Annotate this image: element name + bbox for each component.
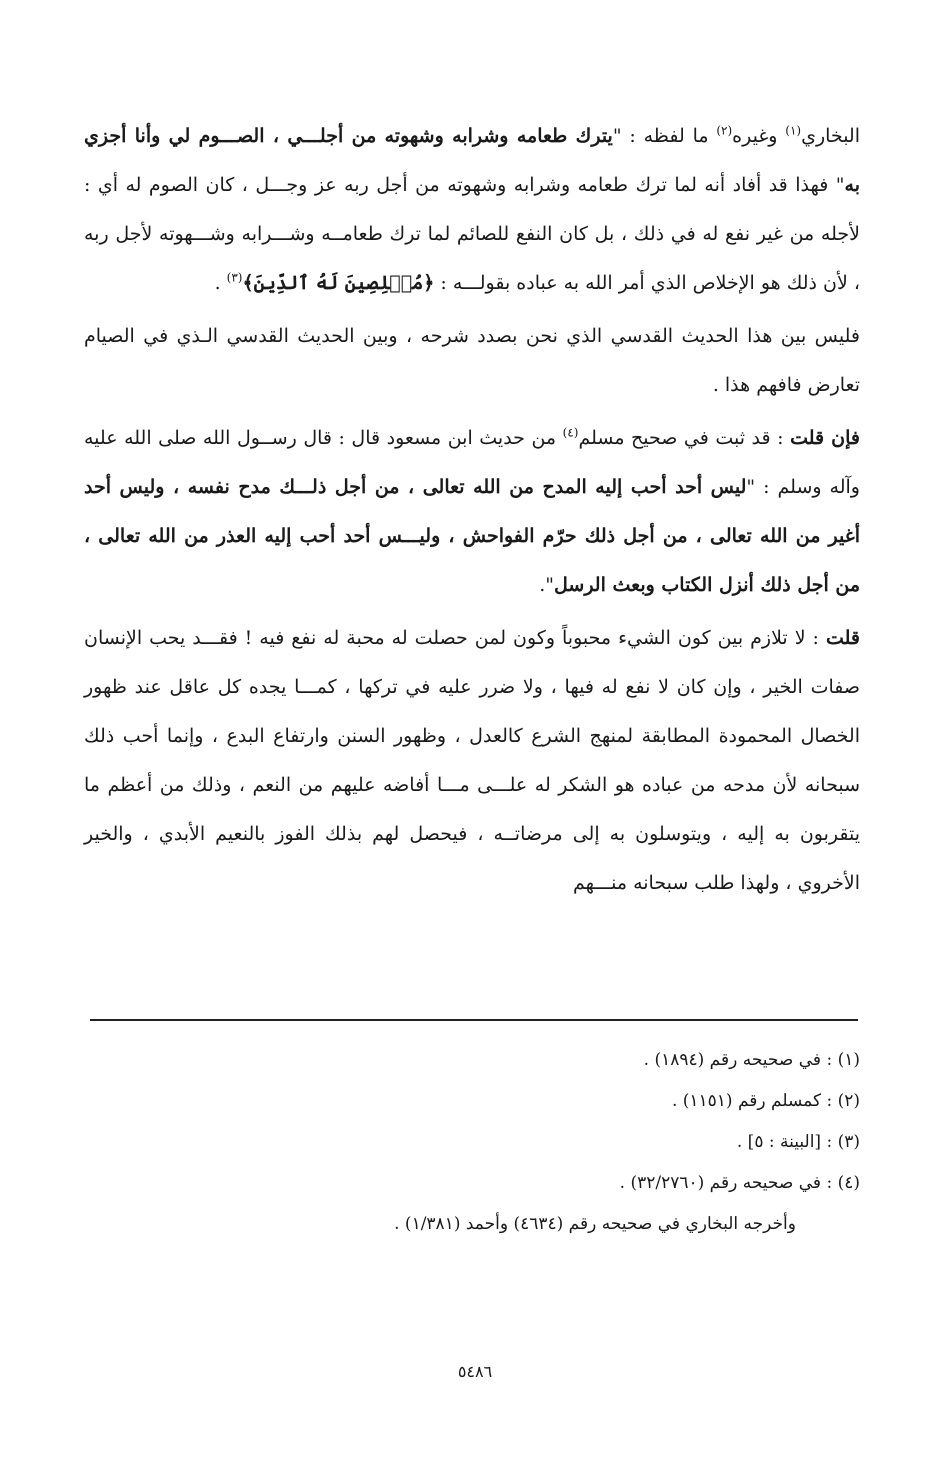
footnote-ref-4: (٤) xyxy=(562,425,579,440)
footnote-ref-2: (٢) xyxy=(716,123,733,138)
main-text xyxy=(84,112,860,908)
lead-phrase: فإن قلت xyxy=(790,427,861,449)
footnote-separator xyxy=(90,1019,858,1021)
quran-verse: ﴿مُخۡلِصِينَ لَهُ ٱلدِّينَ﴾ xyxy=(242,272,435,294)
text-run: : قد ثبت في صحيح مسلم xyxy=(578,427,791,449)
hadith-quote: ليس أحد أحب إليه المدح من الله تعالى ، من أجل ذلـــك مدح نفسه ، وليس أحد أغير من الله تعالى ، من أجل ذلك حرّم الفواحش ، وليـــس أحد أحب إليه العذر من الله تعالى ، من أجل ذلك أنزل الكتاب وبعث الرسل xyxy=(84,476,860,596)
text-run: ما لفظه : " xyxy=(612,125,717,147)
footnote-1: (١) : في صحيحه رقم (١٨٩٤) . xyxy=(643,1050,860,1070)
hadith-quote: يترك طعامه وشرابه وشهوته من أجلـــي ، الصـــوم لي وأنا أجزي به xyxy=(84,125,860,196)
footnotes xyxy=(84,1040,860,1245)
lead-phrase: قلت xyxy=(825,627,860,649)
footnote-ref-3: (٣) xyxy=(226,270,243,285)
page-number: ٥٤٨٦ xyxy=(457,1362,493,1381)
paragraph-4 xyxy=(84,614,860,908)
paragraph-1 xyxy=(84,112,860,308)
text-run: وغيره xyxy=(732,125,786,147)
footnote-4: (٤) : في صحيحه رقم (٣٢/٢٧٦٠) . xyxy=(619,1173,860,1193)
text-run: من حديث ابن مسعود قال : قال رســول الله صلى الله عليه وآله وسلم : " xyxy=(84,427,860,498)
text-run: ". xyxy=(539,574,555,596)
footnote-2: (٢) : كمسلم رقم (١١٥١) . xyxy=(671,1091,860,1111)
footnote-ref-1: (١) xyxy=(785,123,802,138)
text-run: : لا تلازم بين كون الشيء محبوباً وكون لمن حصلت له محبة له نفع فيه ! فقـــد يحب الإنسان صفات الخير ، وإن كان لا نفع له فيها ، ولا ضرر عليه في تركها ، كمـــا يجده كل عاقل عند ظهور الخصال المحمودة المطابقة لمنهج الشرع كالعدل ، وظهور السنن وارتفاع البدع ، وإنما أحب ذلك سبحانه لأن مدحه من عباده هو الشكر له علـــى مـــا أفاضه عليهم من النعم ، وذلك من أعظم ما يتقربون به إليه ، ويتوسلون به إلى مرضاتــه ، فيحصل لهم بذلك الفوز بالنعيم الأبدي ، والخير الأخروي ، ولهذا طلب سبحانه منـــهم xyxy=(84,627,860,894)
footnote-3: (٣) : [البينة : ٥] . xyxy=(736,1132,860,1152)
paragraph-2: فليس بين هذا الحديث القدسي الذي نحن بصدد شرحه ، وبين الحديث القدسي الـذي في الصيام تعارض فافهم هذا . xyxy=(84,325,860,396)
text-run: " فهذا قد أفاد أنه لما ترك طعامه وشرابه وشهوته من أجل ربه عز وجـــل ، كان الصوم له أي : لأجله من غير نفع له في ذلك ، بل كان النفع للصائم لما ترك طعامــه وشـــرابه وشـــهوته لأجل ربه ، لأن ذلك هو الإخلاص الذي أمر الله به عباده بقولـــه : xyxy=(84,174,860,294)
footnote-4-continuation: وأخرجه البخاري في صحيحه رقم (٤٦٣٤) وأحمد (١/٣٨١) . xyxy=(394,1214,796,1234)
text-run: البخاري xyxy=(801,125,860,147)
paragraph-3 xyxy=(84,414,860,610)
text-run: . xyxy=(214,272,227,294)
